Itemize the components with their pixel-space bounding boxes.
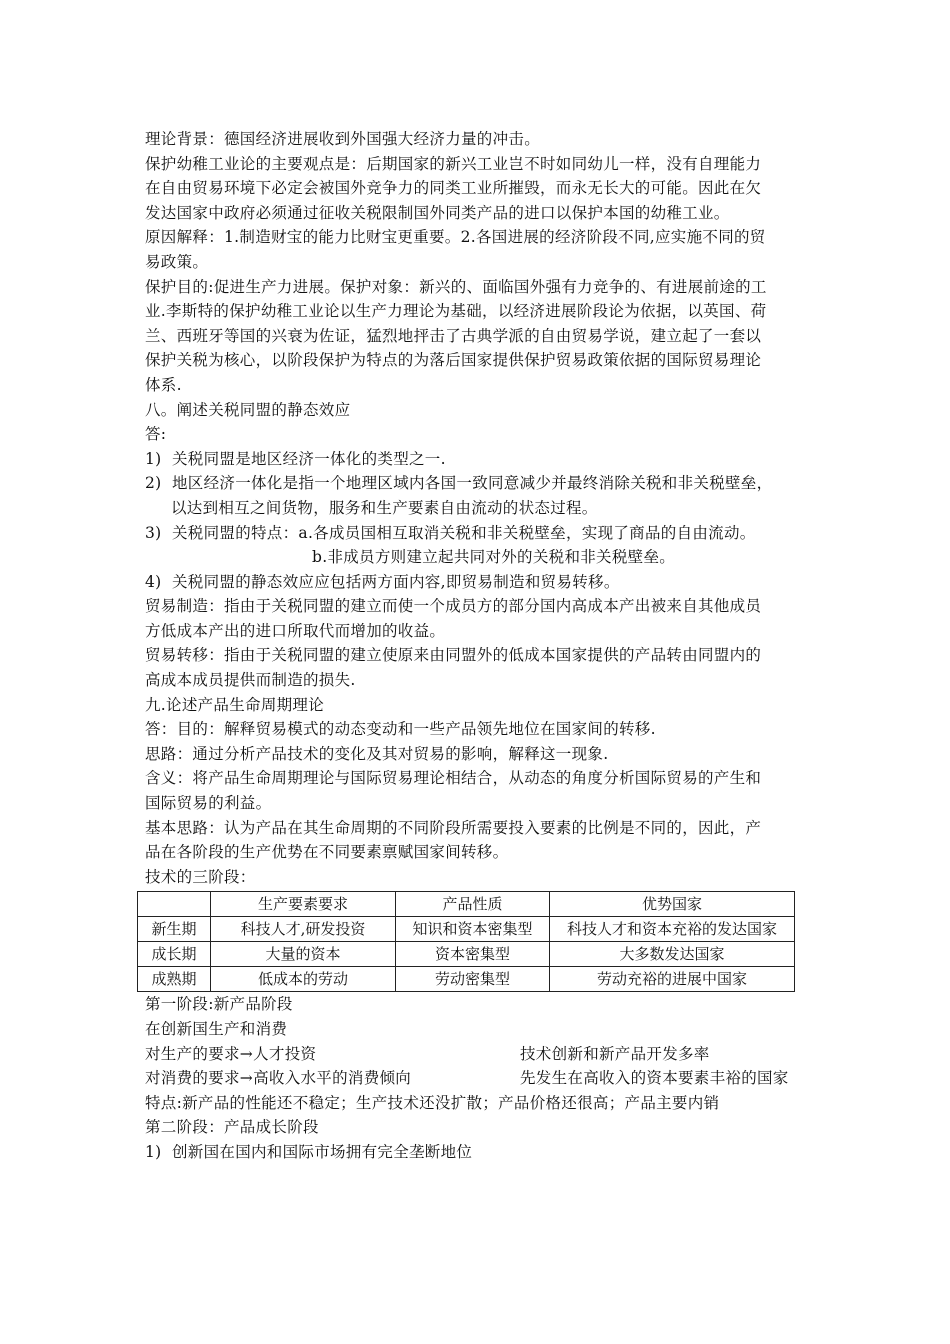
answer-label: 答: bbox=[145, 425, 167, 444]
table-row bbox=[138, 942, 795, 967]
requirement-left: 对生产的要求→人才投资 bbox=[145, 1044, 317, 1063]
table-cell: 资本密集型 bbox=[396, 942, 550, 967]
paragraph-line: 体系. bbox=[145, 375, 182, 394]
table-cell: 大多数发达国家 bbox=[550, 942, 795, 967]
technology-stages-table bbox=[137, 891, 795, 992]
requirement-row bbox=[145, 1042, 815, 1067]
document-body bbox=[145, 127, 815, 1165]
paragraph-line: 特点:新产品的性能还不稳定；生产技术还没扩散；产品价格还很高；产品主要内销 bbox=[145, 1093, 720, 1112]
paragraph-line: 思路：通过分析产品技术的变化及其对贸易的影响，解释这一现象. bbox=[145, 744, 609, 763]
list-number: 2) bbox=[145, 474, 162, 493]
paragraph-line: 理论背景：德国经济进展收到外国强大经济力量的冲击。 bbox=[145, 130, 541, 148]
paragraph-line: 发达国家中政府必须通过征收关税限制国外同类产品的进口以保护本国的幼稚工业。 bbox=[145, 203, 730, 222]
requirement-right: 技术创新和新产品开发多率 bbox=[520, 1044, 710, 1063]
table-cell: 大量的资本 bbox=[211, 942, 396, 967]
paragraph-line: 保护目的:促进生产力进展。保护对象：新兴的、面临国外强有力竞争的、有进展前途的工 bbox=[145, 277, 767, 296]
paragraph-line: 基本思路：认为产品在其生命周期的不同阶段所需要投入要素的比例是不同的，因此，产 bbox=[145, 818, 762, 837]
paragraph-line: 业.李斯特的保护幼稚工业论以生产力理论为基础，以经济进展阶段论为依据，以英国、荷 bbox=[145, 302, 767, 321]
table-cell: 低成本的劳动 bbox=[211, 967, 396, 992]
list-item bbox=[145, 570, 815, 595]
list-text: 关税同盟的静态效应应包括两方面内容,即贸易制造和贸易转移。 bbox=[172, 572, 620, 591]
paragraph-line: 兰、西班牙等国的兴衰为佐证，猛烈地抨击了古典学派的自由贸易学说，建立起了一套以 bbox=[145, 326, 762, 345]
numbered-list bbox=[145, 447, 815, 595]
stage-two-section bbox=[145, 1115, 815, 1164]
paragraph-line: 答：目的：解释贸易模式的动态变动和一些产品领先地位在国家间的转移. bbox=[145, 720, 656, 739]
requirement-row bbox=[145, 1066, 815, 1091]
paragraph-line: 原因解释：1.制造财宝的能力比财宝更重要。2.各国进展的经济阶段不同,应实施不同的贸 bbox=[145, 228, 766, 247]
table-row bbox=[138, 967, 795, 992]
list-item bbox=[145, 447, 815, 472]
list-subitem: b.非成员方则建立起共同对外的关税和非关税壁垒。 bbox=[312, 548, 676, 567]
list-number: 1) bbox=[145, 1142, 162, 1161]
paragraph-line: 易政策。 bbox=[145, 252, 209, 271]
section-heading: 九.论述产品生命周期理论 bbox=[145, 695, 325, 714]
list-text: 创新国在国内和国际市场拥有完全垄断地位 bbox=[172, 1142, 473, 1161]
paragraph-line: 贸易制造：指由于关税同盟的建立而使一个成员方的部分国内高成本产出被来自其他成员 bbox=[145, 597, 762, 616]
table-header-cell: 生产要素要求 bbox=[211, 892, 396, 917]
table-cell: 新生期 bbox=[138, 917, 211, 942]
requirement-left: 对消费的要求→高收入水平的消费倾向 bbox=[145, 1069, 412, 1088]
list-item bbox=[145, 1140, 815, 1165]
paragraph-line: 在创新国生产和消费 bbox=[145, 1020, 288, 1038]
paragraph-line: 在自由贸易环境下必定会被国外竞争力的同类工业所摧毁，而永无长大的可能。因此在欠 bbox=[145, 179, 762, 198]
table-cell: 劳动密集型 bbox=[396, 967, 550, 992]
requirement-right: 先发生在高收入的资本要素丰裕的国家 bbox=[520, 1069, 789, 1088]
intro-section bbox=[145, 127, 815, 447]
table-cell: 成熟期 bbox=[138, 967, 211, 992]
list-item-continuation: 以达到相互之间货物，服务和生产要素自由流动的状态过程。 bbox=[171, 498, 598, 517]
paragraph-line: 含义：将产品生命周期理论与国际贸易理论相结合，从动态的角度分析国际贸易的产生和 bbox=[145, 769, 762, 788]
table-caption: 技术的三阶段： bbox=[145, 867, 256, 886]
paragraph-line: 品在各阶段的生产优势在不同要素禀赋国家间转移。 bbox=[145, 843, 509, 862]
paragraph-line: 方低成本产出的进口所取代而增加的收益。 bbox=[145, 621, 446, 640]
paragraph-line: 贸易转移：指由于关税同盟的建立使原来由同盟外的低成本国家提供的产品转由同盟内的 bbox=[145, 646, 762, 665]
list-text: 地区经济一体化是指一个地理区域内各国一致同意减少并最终消除关税和非关税壁垒， bbox=[172, 474, 773, 493]
table-row bbox=[138, 917, 795, 942]
stage-heading: 第一阶段:新产品阶段 bbox=[145, 995, 293, 1014]
list-item bbox=[145, 521, 815, 546]
list-text: 关税同盟是地区经济一体化的类型之一. bbox=[172, 449, 446, 468]
table-header-cell: 优势国家 bbox=[550, 892, 795, 917]
table-cell: 劳动充裕的进展中国家 bbox=[550, 967, 795, 992]
theory-section bbox=[145, 594, 815, 889]
table-cell: 科技人才,研发投资 bbox=[211, 917, 396, 942]
table-header-row bbox=[138, 892, 795, 917]
list-number: 4) bbox=[145, 572, 162, 591]
list-number: 1) bbox=[145, 449, 162, 468]
table-cell: 知识和资本密集型 bbox=[396, 917, 550, 942]
paragraph-line: 高成本成员提供而制造的损失. bbox=[145, 671, 356, 690]
paragraph-line: 保护关税为核心，以阶段保护为特点的为落后国家提供保护贸易政策依据的国际贸易理论 bbox=[145, 351, 762, 370]
table-header-cell bbox=[138, 892, 211, 917]
list-number: 3) bbox=[145, 523, 162, 542]
list-item bbox=[145, 471, 815, 496]
stage-one-section bbox=[145, 992, 815, 1115]
list-text: 关税同盟的特点：a.各成员国相互取消关税和非关税壁垒，实现了商品的自由流动。 bbox=[172, 523, 756, 542]
paragraph-line: 国际贸易的利益。 bbox=[145, 794, 272, 813]
table-cell: 成长期 bbox=[138, 942, 211, 967]
paragraph-line: 保护幼稚工业论的主要观点是：后期国家的新兴工业岂不时如同幼儿一样，没有自理能力 bbox=[145, 154, 762, 173]
stage-heading: 第二阶段：产品成长阶段 bbox=[145, 1118, 319, 1137]
table-header-cell: 产品性质 bbox=[396, 892, 550, 917]
table-cell: 科技人才和资本充裕的发达国家 bbox=[550, 917, 795, 942]
section-heading: 八。阐述关税同盟的静态效应 bbox=[145, 400, 351, 419]
